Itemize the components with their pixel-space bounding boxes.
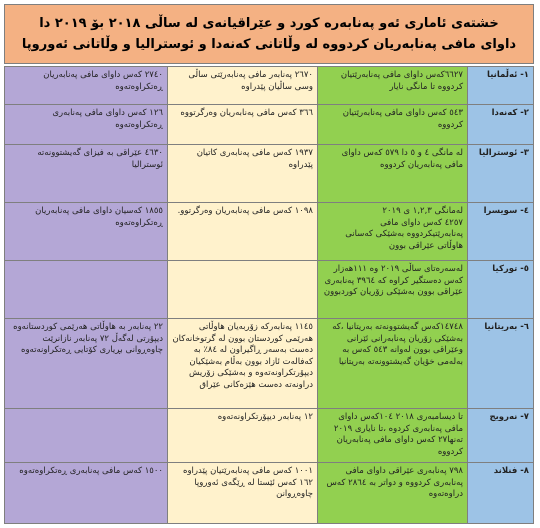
applications-cell: تا دیسامبەری ٢٠١٨ ١٠٤کەس داوای مافی پەنابەری کردوە ،تا نایاری ٢٠١٩ تەنها٢٧ کەس داوای مافی پەنابەریان کردووە — [318, 409, 468, 463]
applications-cell: ٥٤٣ کەس داوای مافی پەنابەرێتیان کردووە — [318, 105, 468, 145]
rejected-cell: ١٨٥٥ کەسیان داوای مافی پەنابەریان ڕەتکراوەتەوە — [5, 203, 168, 261]
country-cell: ٥- تورکیا — [468, 261, 534, 319]
table-row — [5, 203, 534, 261]
granted-cell: ٣٦٦ کەس مافی پەنابەریان وەرگرتووە — [168, 105, 318, 145]
granted-cell — [168, 261, 318, 319]
title-line-1: خشتەی ئاماری ئەو پەنابەرە کورد و عێراقیانەی لە ساڵی ٢٠١٨ بۆ ٢٠١٩ دا — [39, 16, 499, 31]
table-row — [5, 319, 534, 409]
country-cell: ٣- ئوسترالیا — [468, 145, 534, 203]
table-row — [5, 67, 534, 105]
applications-cell: لەمانگی ١,٢,٣ ی ٢٠١٩ ٤٢٥٧ کەس داوای مافی پەنابەرێتیکردووە بەشێکی کەسانی هاوڵاتی عێراقی بوون — [318, 203, 468, 261]
table-row — [5, 409, 534, 463]
country-cell: ٢- کەنەدا — [468, 105, 534, 145]
applications-cell: لەسەرەتای ساڵی ٢٠١٩ وە ١١١هەزار کەس دەستگیر کراوە کە ٣٩٦٤ پەنابەری عێراقی بوون بەشێکی زۆریان کوردبوون — [318, 261, 468, 319]
table-row — [5, 261, 534, 319]
table-row — [5, 145, 534, 203]
rejected-cell: ١٢٦ کەس داوای مافی پەنابەری ڕەتکراوەتەوە — [5, 105, 168, 145]
applications-cell: ٧٩٨ پەنابەری عێراقی داوای مافی پەنابەری کردووە و دواتر بە ٢٨٦٤ کەس دراوەتەوە — [318, 463, 468, 524]
rejected-cell — [5, 409, 168, 463]
granted-cell: ١٩٣٧ کەس مافی پەنابەری کاتیان پێدراوە — [168, 145, 318, 203]
applications-cell: ١٤٧٤٨کەس گەیشتوونەتە بەریتانیا ،کە بەشێکی زۆریان پەنابەرانی ئێرانی وعێراقی بوون لەوانە ٥٤٣ کەس بە بەلەمی خۆیان گەیشتوونەتە بەریتانیا — [318, 319, 468, 409]
country-cell: ٧- نەرویج — [468, 409, 534, 463]
rejected-cell — [5, 261, 168, 319]
rejected-cell: ٢٢ پەنابەر بە هاوڵاتی هەرێمی کوردستانەوە دیپۆرتی لەگەڵ ٧٢ پەنابەر نازانرێت چاوەڕوانی بڕیاری کۆتایی ڕەتکراونەتەوە — [5, 319, 168, 409]
country-cell: ١- ئەڵمانیا — [468, 67, 534, 105]
rejected-cell: ٢٧٤٠ کەس داوای مافی پەنابەریان ڕەتکراوەتەوە — [5, 67, 168, 105]
title-line-2: داوای مافی پەنابەریان کردووە لە وڵاتانی کەنەدا و ئوسترالیا و وڵاتانی ئەوروپا — [21, 37, 517, 52]
table-title — [4, 4, 534, 64]
rejected-cell: ٤٦٣٠ عێراقی بە فیزای گەیشتوونەتە ئوسترالیا — [5, 145, 168, 203]
country-cell: ٦- بەریتانیا — [468, 319, 534, 409]
granted-cell: ٢٦٧٠ پەنابەر مافی پەنابەرێتی ساڵی وسی ساڵیان پێدراوە — [168, 67, 318, 105]
applications-cell: لە مانگی ٤ و ٥ دا ٥٧٩ کەس داوای مافی پەنابەریان کردووە — [318, 145, 468, 203]
rejected-cell: ١٥٠٠ کەس مافی پەنابەری ڕەتکراوەتەوە — [5, 463, 168, 524]
granted-cell: ١٠٩٨ کەس مافی پەنابەریان وەرگرتوو. — [168, 203, 318, 261]
table-row — [5, 105, 534, 145]
granted-cell: ١٠٠١ کەس مافی پەنابەرێتیان پێدراوە ١٦٢ کەس ئێستا لە ڕێگەی ئەوروپا چاوەڕوانن — [168, 463, 318, 524]
refugee-stats-table — [4, 66, 534, 524]
granted-cell: ١١٤٥ پەنابەرکە زۆربەیان هاوڵاتی هەرێمی کوردستان بوون لە گرتوخانەکان دەست بەسەر ڕاگیراون لە ٨٤٪ بە کەفالەت ئازاد بوون بەڵام بەشێکیان دیپۆرتکراونەتەوە و بەشێکی زۆریش دراونەتە دەست هێزەکانی عێراق — [168, 319, 318, 409]
granted-cell: ١٢ پەنابەر دیپۆرتکراونەتەوە — [168, 409, 318, 463]
applications-cell: ٦٦٢٧کەس داوای مافی پەنابەرێتیان کردووە تا مانگی نایار — [318, 67, 468, 105]
country-cell: ٤- سویسرا — [468, 203, 534, 261]
table-row — [5, 463, 534, 524]
country-cell: ٨- فنلاند — [468, 463, 534, 524]
